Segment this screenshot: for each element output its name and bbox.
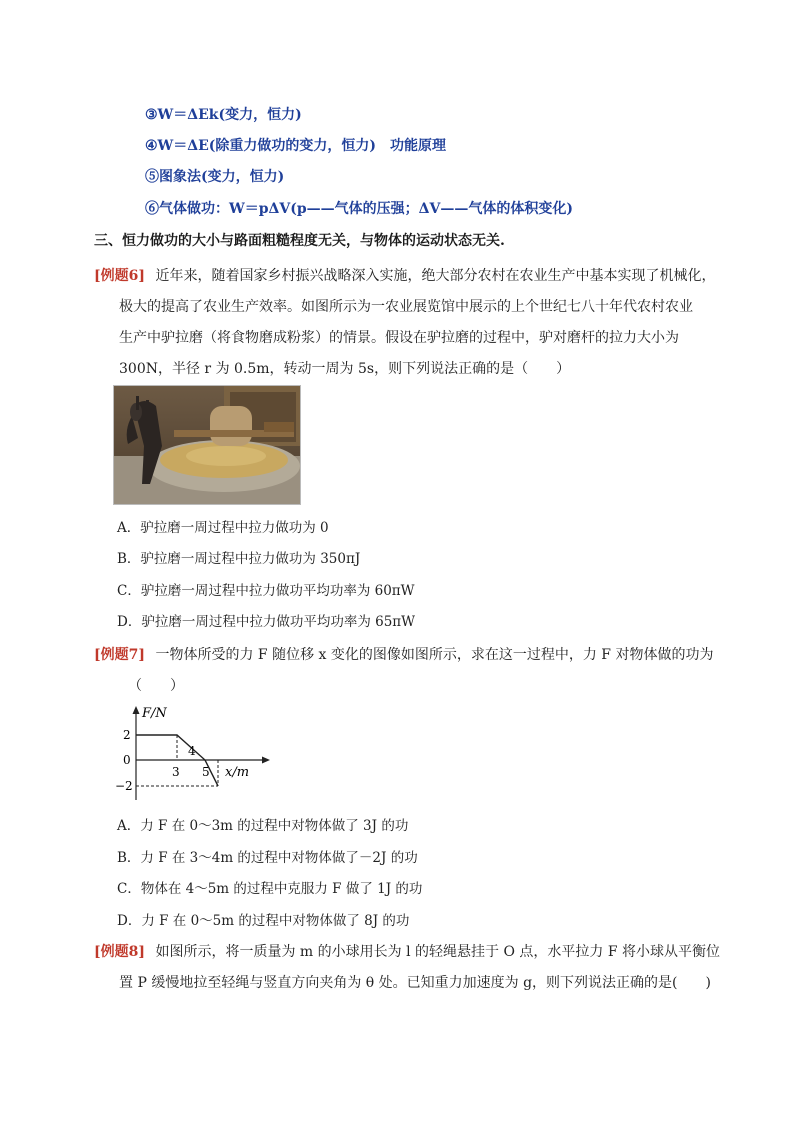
example-8-line-2: 置 P 缓慢地拉至轻绳与竖直方向夹角为 θ 处。已知重力加速度为 g，则下列说法正确的是( ) [119,975,711,991]
formula-6: ⑥气体做功：W＝pΔV(p——气体的压强；ΔV——气体的体积变化) [145,201,573,217]
example-6-option-c: C．驴拉磨一周过程中拉力做功平均功率为 60πW [117,583,415,599]
example-6-line-1: [例题6] 近年来，随着国家乡村振兴战略深入实施，绝大部分农村在农业生产中基本实现了机械化， [94,268,716,284]
example-7-option-d: D．力 F 在 0～5m 的过程中对物体做了 8J 的功 [117,913,410,929]
example-8-line-1: [例题8] 如图所示，将一质量为 m 的小球用长为 l 的轻绳悬挂于 O 点，水平拉力 F 将小球从平衡位 [94,944,720,960]
example-6-line-4: 300N，半径 r 为 0.5m，转动一周为 5s，则下列说法正确的是（ ） [119,361,571,377]
tick-x3: 3 [172,765,180,779]
example-6-line-3: 生产中驴拉磨（将食物磨成粉浆）的情景。假设在驴拉磨的过程中，驴对磨杆的拉力大小为 [119,330,679,346]
force-displacement-graph [112,702,272,802]
tick-y0: 0 [123,753,131,767]
example-6-option-b: B．驴拉磨一周过程中拉力做功为 350πJ [117,551,361,567]
formula-4: ④W＝ΔE(除重力做功的变力，恒力) 功能原理 [145,138,447,154]
example-6-option-d: D．驴拉磨一周过程中拉力做功平均功率为 65πW [117,614,416,630]
donkey-mill-photo [113,385,301,505]
formula-5: ⑤图象法(变力，恒力) [145,169,285,185]
section-heading-3: 三、恒力做功的大小与路面粗糙程度无关，与物体的运动状态无关. [94,233,505,249]
x-axis-label: x/m [225,765,250,780]
y-axis-label: F/N [142,706,167,721]
example-7-option-a: A．力 F 在 0～3m 的过程中对物体做了 3J 的功 [117,818,409,834]
example-6-tag: [例题6] [94,268,145,284]
y-axis-arrow [133,706,140,714]
example-6-option-a: A．驴拉磨一周过程中拉力做功为 0 [117,520,329,536]
tick-x4: 4 [188,744,196,758]
tick-y2: 2 [123,728,131,742]
tick-ym2: −2 [115,779,133,793]
tick-x5: 5 [202,765,210,779]
example-7-line-2: （ ） [128,678,184,694]
x-axis-arrow [262,757,270,764]
example-7-tag: [例题7] [94,647,145,663]
formula-3: ③W＝ΔEk(变力，恒力) [145,107,302,123]
example-7-option-c: C．物体在 4～5m 的过程中克服力 F 做了 1J 的功 [117,881,423,897]
example-7-line-1: [例题7] 一物体所受的力 F 随位移 x 变化的图像如图所示，求在这一过程中，力 F 对物体做的功为 [94,647,714,663]
example-7-option-b: B．力 F 在 3～4m 的过程中对物体做了－2J 的功 [117,850,418,866]
example-8-tag: [例题8] [94,944,145,960]
example-6-line-2: 极大的提高了农业生产效率。如图所示为一农业展览馆中展示的上个世纪七八十年代农村农业 [119,299,693,315]
